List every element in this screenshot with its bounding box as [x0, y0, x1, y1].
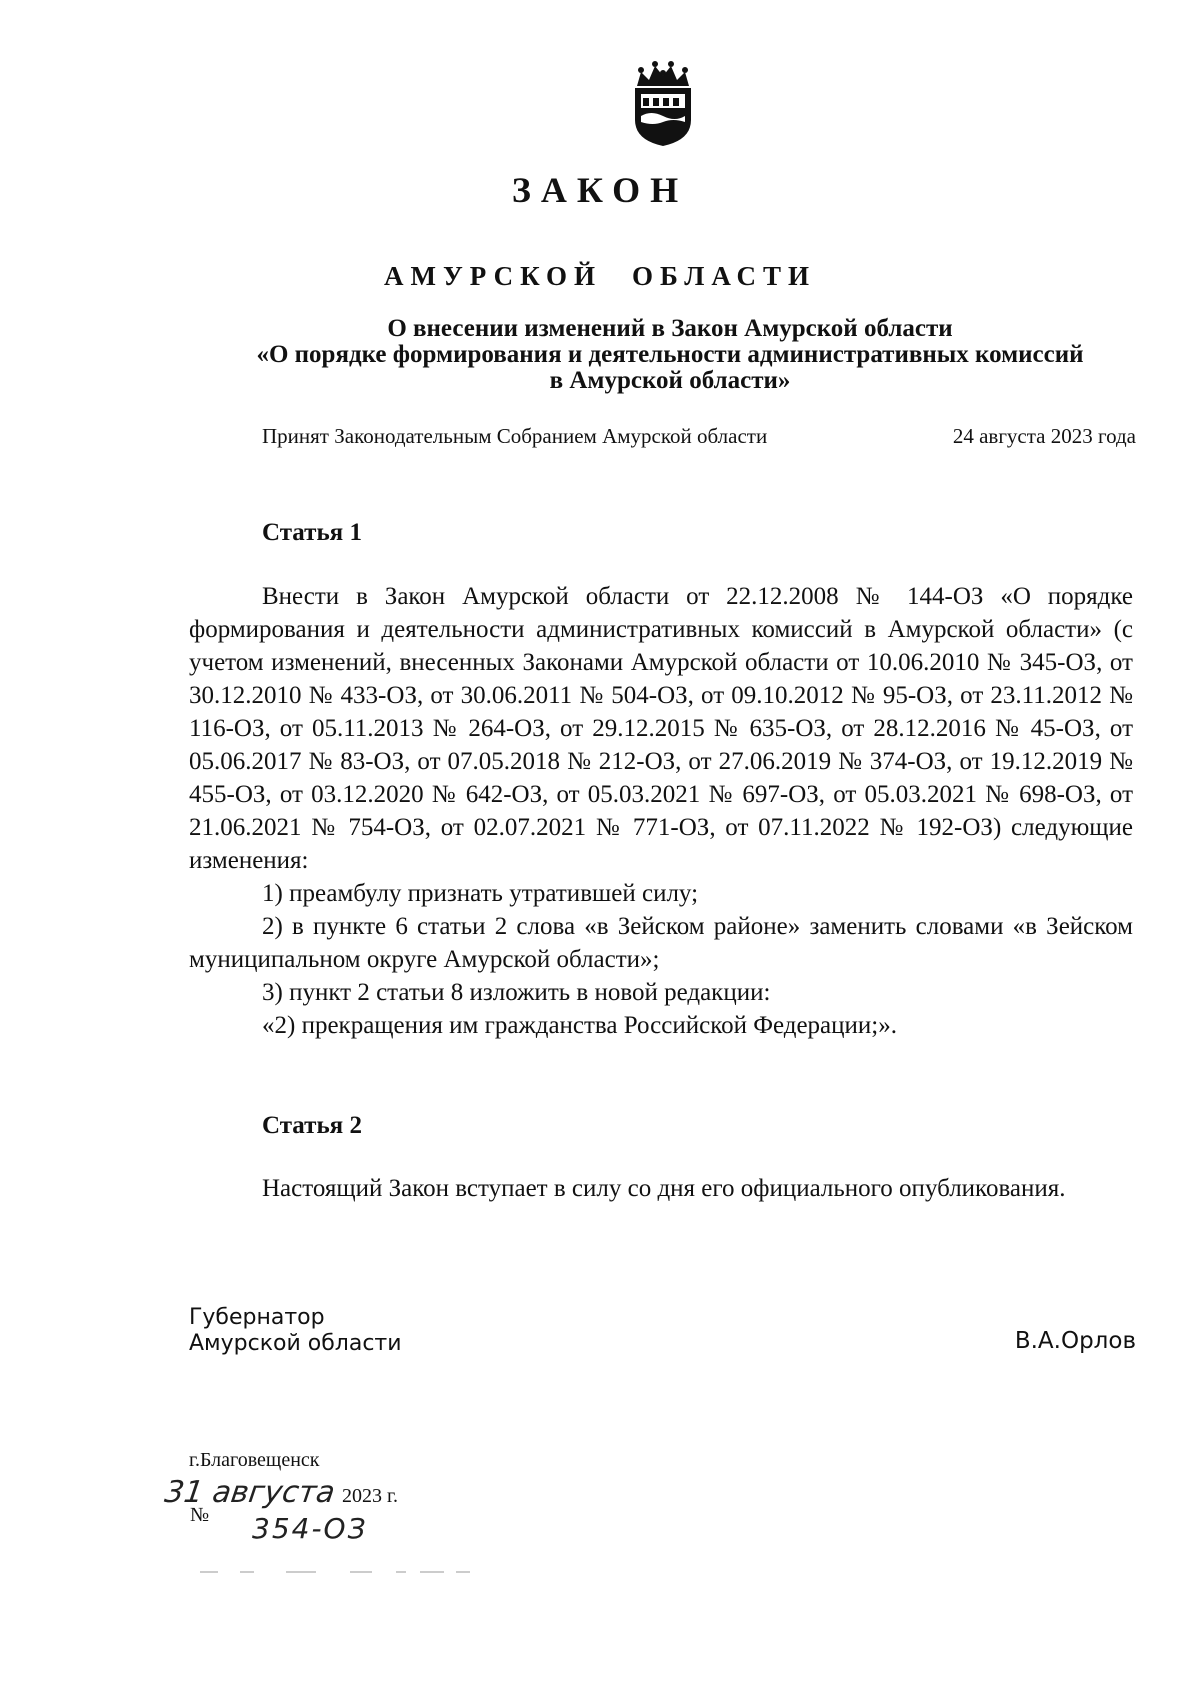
city: г.Благовещенск [189, 1449, 320, 1471]
law-heading [130, 316, 1200, 394]
law-heading-line-1: О внесении изменений в Закон Амурской области [387, 315, 953, 342]
signatory-position-line-1: Губернатор [189, 1305, 325, 1330]
signatory-name: В.А.Орлов [1014, 1328, 1136, 1354]
region-title [0, 263, 1200, 290]
adopted-by: Принят Законодательным Собранием Амурской области [262, 424, 768, 448]
law-heading-line-2: «О порядке формирования и деятельности административных комиссий [256, 341, 1084, 368]
article-1-item-3-text: «2) прекращения им гражданства Российской Федерации;». [262, 1012, 897, 1039]
year: 2023 г. [342, 1485, 398, 1507]
article-1-item-2: 2) в пункте 6 статьи 2 слова «в Зейском районе» заменить словами «в Зейском муниципальном округе Амурской области»; [189, 913, 1133, 973]
article-1-intro: Внести в Закон Амурской области от 22.12.2008 № 144-ОЗ «О порядке формирования и деятельности административных комиссий в Амурской области» (с учетом изменений, внесенных Законами Амурской области от 10.06.2010 № 345-ОЗ, от 30.12.2010 № 433-ОЗ, от 30.06.2011 № 504-ОЗ, от 09.10.2012 № 95-ОЗ, от 23.11.2012 № 116-ОЗ, от 05.11.2013 № 264-ОЗ, от 29.12.2015 № 635-ОЗ, от 28.12.2016 № 45-ОЗ, от 05.06.2017 № 83-ОЗ, от 07.05.2018 № 212-ОЗ, от 27.06.2019 № 374-ОЗ, от 19.12.2019 № 455-ОЗ, от 03.12.2020 № 642-ОЗ, от 05.03.2021 № 697-ОЗ, от 05.03.2021 № 698-ОЗ, от 21.06.2021 № 754-ОЗ, от 02.07.2021 № 771-ОЗ, от 07.11.2022 № 192-ОЗ) следующие изменения: [189, 583, 1133, 874]
article-2-text: Настоящий Закон вступает в силу со дня его официального опубликования. [262, 1175, 1066, 1202]
signatory-position-line-2: Амурской области [189, 1331, 402, 1356]
handwritten-number: 354-ОЗ [252, 1512, 368, 1545]
coat-of-arms-icon [627, 60, 699, 148]
region-word-1: АМУРСКОЙ [384, 261, 603, 291]
article-1-title: Статья 1 [262, 519, 362, 546]
article-2-body [189, 1172, 1133, 1205]
article-2-title: Статья 2 [262, 1112, 362, 1139]
article-1-item-1: 1) преамбулу признать утратившей силу; [262, 880, 699, 907]
article-1-item-3: 3) пункт 2 статьи 8 изложить в новой редакции: [262, 979, 771, 1006]
region-word-2: ОБЛАСТИ [632, 261, 816, 291]
adoption-date: 24 августа 2023 года [952, 424, 1136, 448]
number-label: № [190, 1504, 210, 1526]
handwritten-date: 31 августа [162, 1475, 338, 1510]
article-1-body [189, 580, 1133, 1042]
law-heading-line-3: в Амурской области» [549, 367, 791, 394]
signatory-position [189, 1305, 402, 1357]
document-type-title: ЗАКОН [511, 170, 689, 210]
scan-artifact-line [200, 1571, 490, 1573]
